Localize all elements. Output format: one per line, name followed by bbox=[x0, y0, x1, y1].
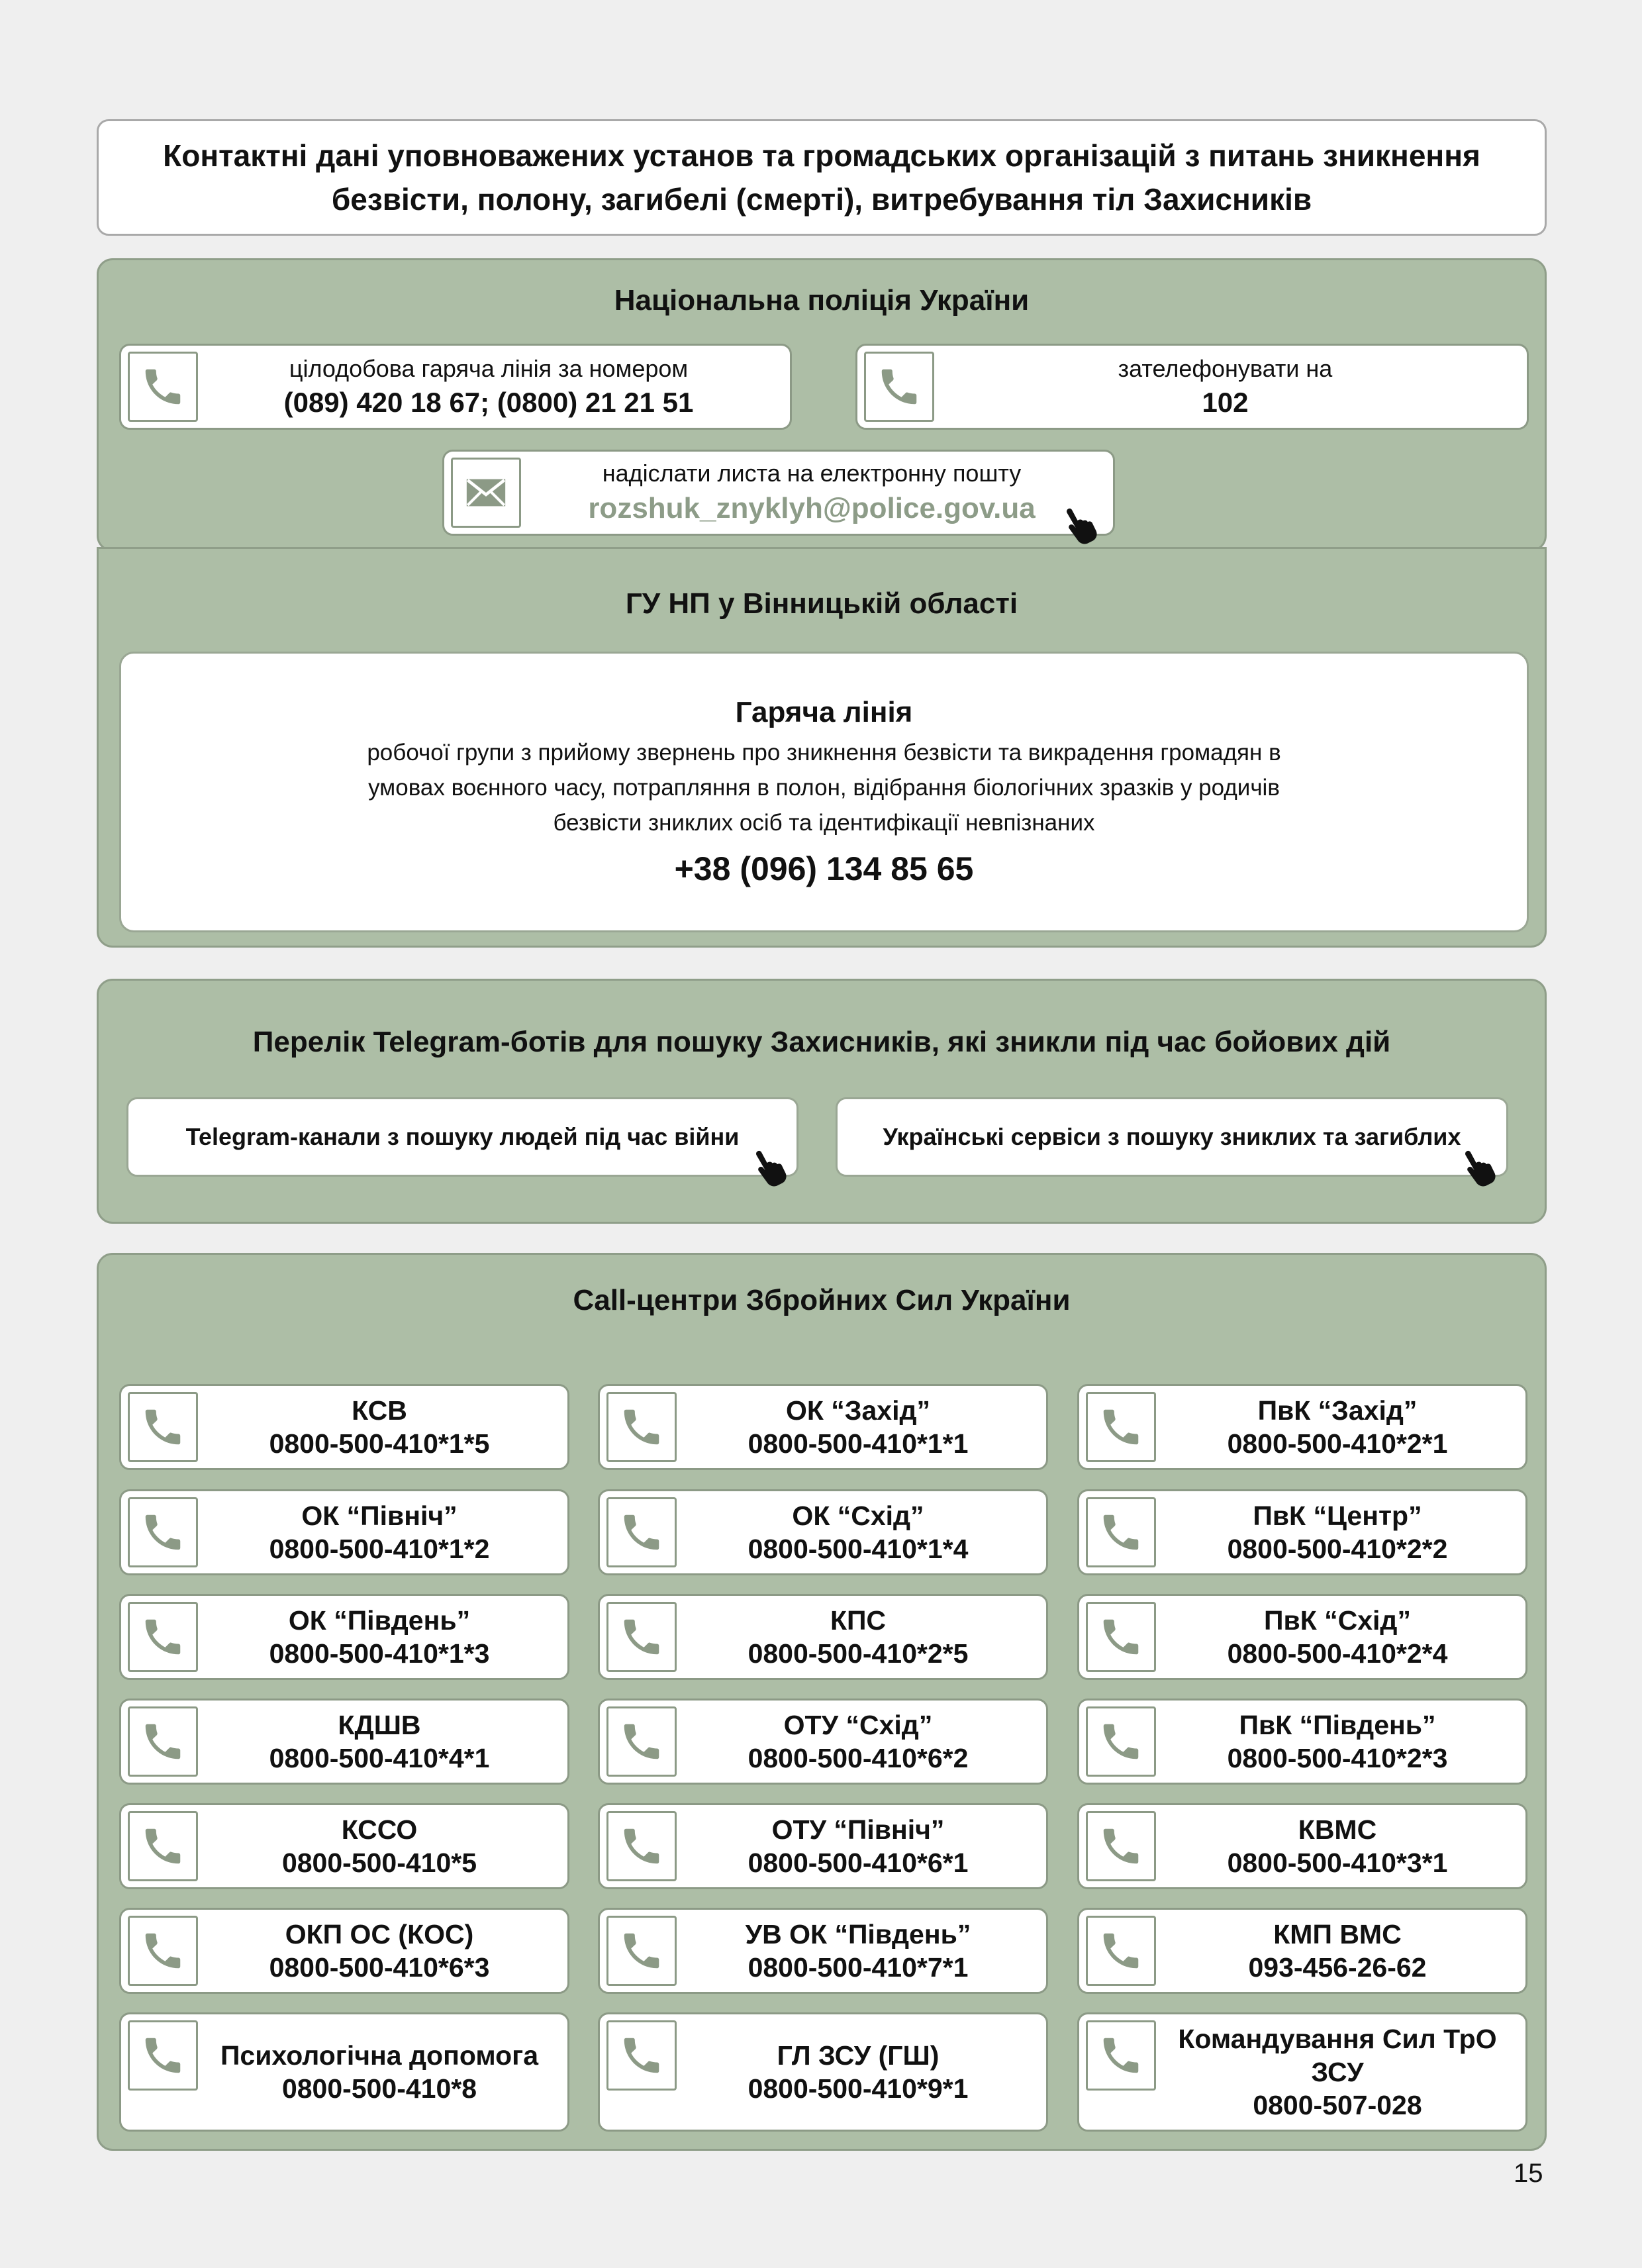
callcenter-card[interactable] bbox=[1077, 1699, 1527, 1785]
hotline-phone[interactable]: +38 (096) 134 85 65 bbox=[674, 850, 974, 887]
callcenter-phone[interactable]: 0800-500-410*1*4 bbox=[748, 1534, 969, 1564]
phone-icon-box bbox=[128, 1706, 198, 1777]
phone-icon-box bbox=[128, 1916, 198, 1986]
callcenter-card[interactable] bbox=[1077, 1489, 1527, 1575]
phone-icon bbox=[1098, 1404, 1144, 1450]
phone-icon-box bbox=[1086, 1497, 1156, 1567]
police-hotline-label: цілодобова гаряча лінія за номером bbox=[289, 355, 689, 382]
callcenter-phone[interactable]: 0800-500-410*2*5 bbox=[748, 1638, 969, 1669]
phone-icon bbox=[1098, 2032, 1144, 2079]
callcenter-card[interactable] bbox=[1077, 1384, 1527, 1470]
phone-icon-box bbox=[1086, 2020, 1156, 2091]
callcenter-phone[interactable]: 0800-500-410*1*2 bbox=[269, 1534, 490, 1564]
police-email-link[interactable]: rozshuk_znyklyh@police.gov.ua bbox=[588, 492, 1036, 524]
phone-icon-box bbox=[606, 1497, 677, 1567]
callcenter-card[interactable] bbox=[119, 2012, 569, 2132]
callcenter-card[interactable] bbox=[598, 2012, 1048, 2132]
callcenter-name: ПвК “Схід” bbox=[1264, 1605, 1411, 1636]
ukrainian-services-button[interactable] bbox=[836, 1097, 1508, 1177]
callcenter-name: ГЛ ЗСУ (ГШ) bbox=[777, 2040, 940, 2071]
phone-icon-box bbox=[128, 1602, 198, 1672]
callcenter-card[interactable] bbox=[119, 1384, 569, 1470]
phone-icon bbox=[876, 364, 922, 410]
phone-icon bbox=[140, 2032, 186, 2079]
callcenters-heading: Call-центри Збройних Сил України bbox=[573, 1284, 1071, 1316]
phone-icon-box bbox=[1086, 1811, 1156, 1881]
callcenter-name: КПС bbox=[830, 1605, 887, 1636]
phone-icon bbox=[618, 1823, 665, 1869]
callcenter-name: ОК “Південь” bbox=[288, 1605, 471, 1636]
callcenter-card[interactable] bbox=[598, 1908, 1048, 1994]
phone-icon bbox=[140, 1614, 186, 1660]
hotline-description-line-3: безвісти зниклих осіб та ідентифікації невпізнаних bbox=[553, 809, 1095, 836]
callcenter-phone[interactable]: 0800-500-410*3*1 bbox=[1227, 1848, 1448, 1878]
callcenter-name: КМП ВМС bbox=[1273, 1919, 1402, 1949]
callcenter-card[interactable] bbox=[119, 1699, 569, 1785]
callcenter-phone[interactable]: 0800-500-410*9*1 bbox=[748, 2073, 969, 2104]
callcenter-phone[interactable]: 0800-500-410*4*1 bbox=[269, 1743, 490, 1773]
phone-icon bbox=[1098, 1718, 1144, 1765]
vinnytsia-hotline-card bbox=[119, 652, 1529, 932]
callcenter-phone[interactable]: 0800-500-410*1*5 bbox=[269, 1428, 490, 1459]
callcenter-name: КСВ bbox=[352, 1395, 407, 1426]
pointing-hand-icon bbox=[1061, 505, 1102, 546]
phone-icon-box bbox=[128, 1497, 198, 1567]
phone-icon-box bbox=[606, 1916, 677, 1986]
phone-icon bbox=[618, 1509, 665, 1555]
callcenter-name: КССО bbox=[341, 1814, 418, 1845]
police-call-card[interactable] bbox=[855, 344, 1529, 430]
phone-icon-box bbox=[1086, 1602, 1156, 1672]
phone-icon-box bbox=[128, 1811, 198, 1881]
phone-icon-box bbox=[606, 1602, 677, 1672]
phone-icon bbox=[140, 364, 186, 410]
envelope-icon bbox=[463, 469, 509, 516]
phone-icon-box bbox=[128, 1392, 198, 1462]
callcenter-phone[interactable]: 0800-500-410*6*3 bbox=[269, 1952, 490, 1983]
phone-icon bbox=[140, 1404, 186, 1450]
callcenter-card[interactable] bbox=[598, 1594, 1048, 1680]
phone-icon-box bbox=[864, 352, 934, 422]
police-email-card[interactable] bbox=[442, 450, 1115, 536]
callcenter-card[interactable] bbox=[598, 1384, 1048, 1470]
phone-icon-box bbox=[1086, 1916, 1156, 1986]
phone-icon bbox=[1098, 1928, 1144, 1974]
callcenter-name: ПвК “Центр” bbox=[1253, 1501, 1422, 1531]
phone-icon-box bbox=[606, 1392, 677, 1462]
callcenter-card[interactable] bbox=[119, 1489, 569, 1575]
callcenter-name: ПвК “Південь” bbox=[1239, 1710, 1436, 1740]
callcenter-phone[interactable]: 0800-500-410*1*1 bbox=[748, 1428, 969, 1459]
police-call-label: зателефонувати на bbox=[1118, 355, 1333, 382]
callcenter-card[interactable] bbox=[1077, 1594, 1527, 1680]
callcenter-name: ОК “Північ” bbox=[301, 1501, 458, 1531]
callcenter-name: УВ ОК “Південь” bbox=[745, 1919, 971, 1949]
telegram-channels-label: Telegram-канали з пошуку людей під час війни bbox=[185, 1123, 740, 1150]
callcenter-phone[interactable]: 0800-507-028 bbox=[1253, 2090, 1422, 2120]
envelope-icon-box bbox=[451, 458, 521, 528]
page-title: Контактні дані уповноважених установ та громадських організацій з питань зникнення безвісти, полону, загибелі (смерті), витребування тіл Захисників bbox=[97, 119, 1547, 236]
telegram-heading: Перелік Telegram-ботів для пошуку Захисників, які зникли під час бойових дій bbox=[252, 1026, 1391, 1058]
hotline-description-line-2: умовах воєнного часу, потрапляння в полон, відібрання біологічних зразків у родичів bbox=[368, 774, 1280, 801]
phone-icon-box bbox=[128, 352, 198, 422]
callcenter-name: КВМС bbox=[1298, 1814, 1377, 1845]
phone-icon bbox=[140, 1823, 186, 1869]
phone-icon bbox=[1098, 1823, 1144, 1869]
police-email-label: надіслати листа на електронну пошту bbox=[602, 460, 1022, 487]
phone-icon bbox=[1098, 1614, 1144, 1660]
callcenter-card[interactable] bbox=[119, 1803, 569, 1889]
telegram-channels-button[interactable] bbox=[126, 1097, 798, 1177]
police-call-number[interactable]: 102 bbox=[1202, 387, 1249, 418]
callcenter-phone[interactable]: 0800-500-410*2*4 bbox=[1227, 1638, 1448, 1669]
page-number: 15 bbox=[1514, 2159, 1543, 2188]
callcenter-card[interactable] bbox=[119, 1908, 569, 1994]
callcenter-phone[interactable]: 0800-500-410*8 bbox=[281, 2073, 477, 2104]
police-hotline-numbers[interactable]: (089) 420 18 67; (0800) 21 21 51 bbox=[283, 387, 694, 418]
phone-icon bbox=[618, 1404, 665, 1450]
telegram-panel bbox=[97, 979, 1547, 1224]
phone-icon-box bbox=[606, 2020, 677, 2091]
callcenter-phone[interactable]: 093-456-26-62 bbox=[1248, 1952, 1427, 1983]
callcenter-phone[interactable]: 0800-500-410*6*2 bbox=[748, 1743, 969, 1773]
callcenter-card[interactable] bbox=[598, 1489, 1048, 1575]
phone-icon-box bbox=[606, 1811, 677, 1881]
callcenter-phone[interactable]: 0800-500-410*1*3 bbox=[269, 1638, 490, 1669]
phone-icon-box bbox=[1086, 1392, 1156, 1462]
phone-icon bbox=[618, 1928, 665, 1974]
callcenter-name: Командування Сил ТрО ЗСУ bbox=[1178, 2024, 1497, 2087]
vinnytsia-heading: ГУ НП у Вінницькій області bbox=[625, 587, 1018, 620]
phone-icon bbox=[1098, 1509, 1144, 1555]
callcenter-card[interactable] bbox=[119, 1594, 569, 1680]
callcenter-phone[interactable]: 0800-500-410*2*3 bbox=[1227, 1743, 1448, 1773]
callcenter-name: Психологічна допомога bbox=[220, 2040, 539, 2071]
phone-icon bbox=[140, 1718, 186, 1765]
pointing-hand-icon bbox=[1460, 1147, 1501, 1188]
callcenter-card[interactable] bbox=[1077, 1908, 1527, 1994]
phone-icon-box bbox=[1086, 1706, 1156, 1777]
phone-icon bbox=[618, 1718, 665, 1765]
pointing-hand-icon bbox=[751, 1147, 792, 1188]
phone-icon-box bbox=[128, 2020, 198, 2091]
police-panel bbox=[97, 258, 1547, 552]
callcenter-phone[interactable]: 0800-500-410*2*2 bbox=[1227, 1534, 1448, 1564]
ukrainian-services-label: Українські сервіси з пошуку зниклих та загиблих bbox=[883, 1123, 1461, 1150]
callcenter-name: ОКП ОС (КОС) bbox=[285, 1919, 474, 1949]
callcenter-name: КДШВ bbox=[338, 1710, 421, 1740]
callcenter-card[interactable] bbox=[598, 1803, 1048, 1889]
callcenter-name: ПвК “Захід” bbox=[1257, 1395, 1418, 1426]
callcenter-card[interactable] bbox=[1077, 2012, 1527, 2132]
phone-icon bbox=[140, 1509, 186, 1555]
callcenter-phone[interactable]: 0800-500-410*2*1 bbox=[1227, 1428, 1448, 1459]
callcenter-phone[interactable]: 0800-500-410*6*1 bbox=[748, 1848, 969, 1878]
phone-icon-box bbox=[606, 1706, 677, 1777]
vinnytsia-panel bbox=[97, 547, 1547, 948]
callcenter-card[interactable] bbox=[1077, 1803, 1527, 1889]
police-hotline-card[interactable] bbox=[119, 344, 792, 430]
callcenter-phone[interactable]: 0800-500-410*5 bbox=[281, 1848, 477, 1878]
callcenter-name: ОТУ “Схід” bbox=[783, 1710, 933, 1740]
police-heading: Національна поліція України bbox=[614, 284, 1030, 317]
hotline-title: Гаряча лінія bbox=[735, 695, 913, 728]
callcenter-name: ОК “Схід” bbox=[792, 1501, 924, 1531]
callcenter-name: ОК “Захід” bbox=[785, 1395, 930, 1426]
callcenter-phone[interactable]: 0800-500-410*7*1 bbox=[748, 1952, 969, 1983]
callcenter-name: ОТУ “Північ” bbox=[771, 1814, 945, 1845]
callcenters-panel bbox=[97, 1253, 1547, 2151]
phone-icon bbox=[618, 1614, 665, 1660]
phone-icon bbox=[618, 2032, 665, 2079]
callcenter-card[interactable] bbox=[598, 1699, 1048, 1785]
hotline-description-line-1: робочої групи з прийому звернень про зникнення безвісти та викрадення громадян в bbox=[367, 739, 1281, 765]
phone-icon bbox=[140, 1928, 186, 1974]
